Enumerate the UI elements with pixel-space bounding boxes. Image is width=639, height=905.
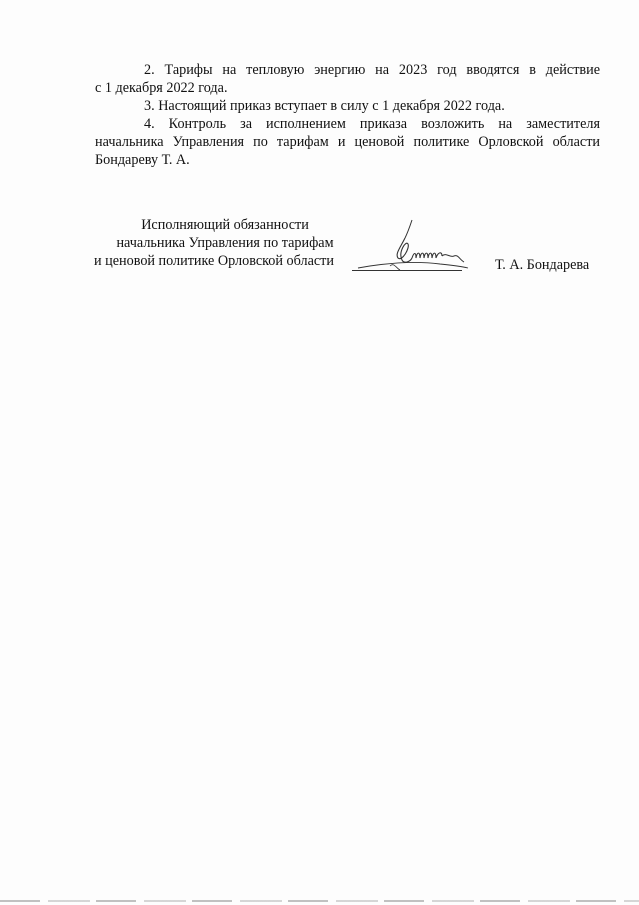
clause-3-line-1: 3. Настоящий приказ вступает в силу с 1 декабря 2022 года. <box>144 98 505 114</box>
clause-3 <box>95 97 600 115</box>
clause-2-line-1: 2. Тарифы на тепловую энергию на 2023 год вводятся в действие <box>144 62 600 78</box>
scan-edge-artifact <box>0 900 639 902</box>
signatory-position <box>94 216 356 270</box>
clause-4 <box>95 115 600 169</box>
signatory-position-line-2: начальника Управления по тарифам <box>116 235 334 251</box>
clause-4-line-1: 4. Контроль за исполнением приказа возложить на заместителя <box>144 116 600 132</box>
signatory-position-line-3: и ценовой политике Орловской области <box>94 253 334 269</box>
signatory-position-line-1: Исполняющий обязанности <box>141 217 309 233</box>
signatory-name: Т. А. Бондарева <box>495 257 590 273</box>
clause-4-line-3: Бондареву Т. А. <box>95 152 190 168</box>
signature-line <box>352 270 462 271</box>
clause-4-line-2: начальника Управления по тарифам и ценовой политике Орловской области <box>95 134 600 150</box>
clause-2 <box>95 61 600 97</box>
clause-2-line-2: с 1 декабря 2022 года. <box>95 80 228 96</box>
